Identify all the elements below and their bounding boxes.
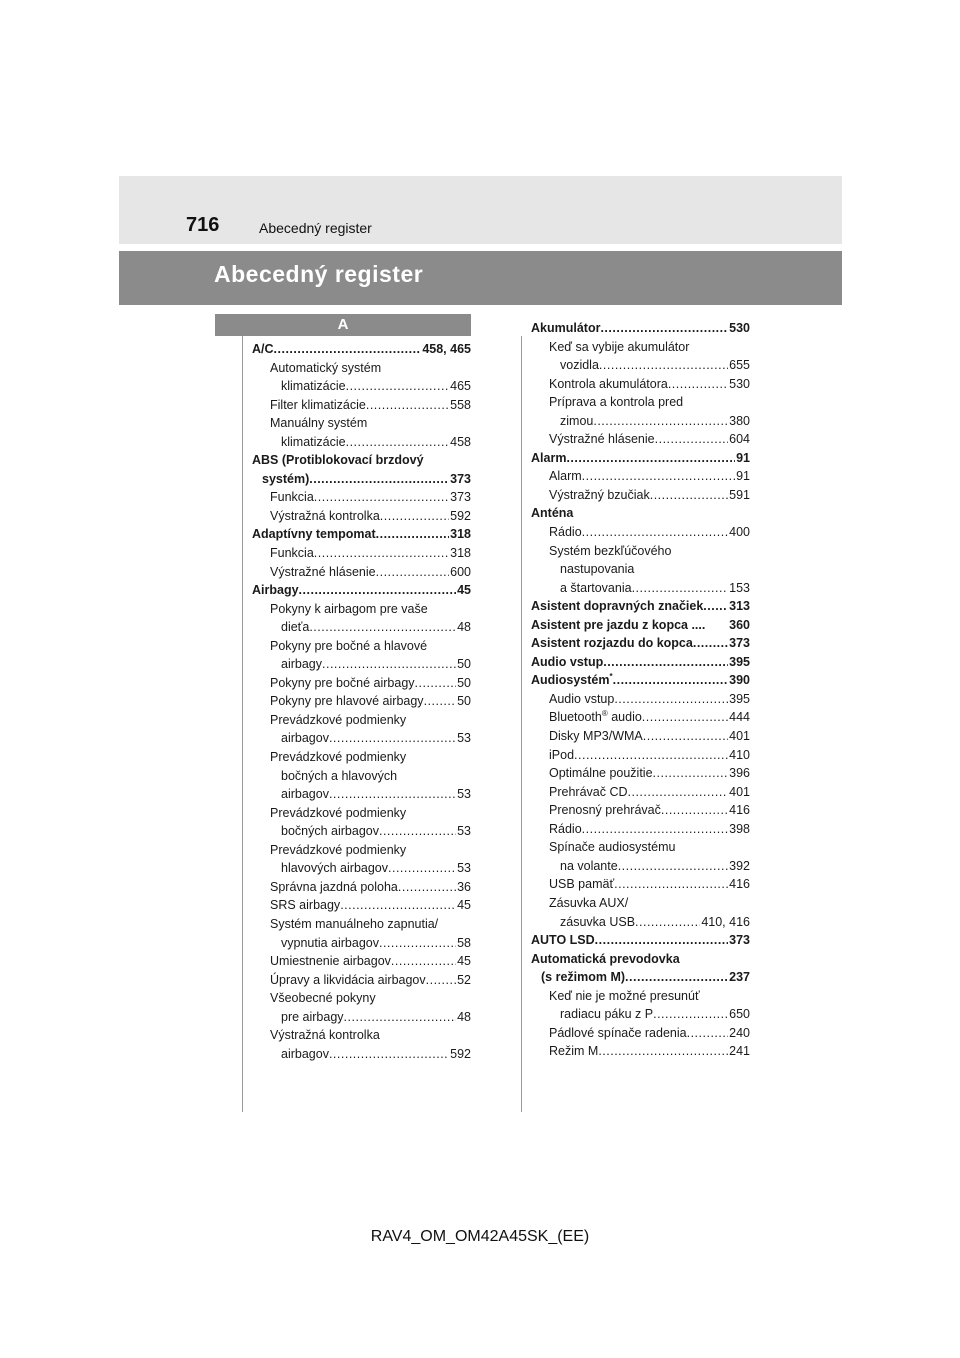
index-entry-page: 48 (457, 620, 471, 635)
index-entry (252, 915, 471, 934)
index-entry-term: nastupovania (560, 562, 635, 577)
index-entry (531, 597, 750, 616)
index-entry (252, 655, 471, 674)
index-entry-page: 592 (450, 508, 471, 523)
index-entry (531, 356, 750, 375)
dot-leader (628, 783, 729, 802)
index-entry (252, 451, 471, 470)
index-entry (531, 875, 750, 894)
dot-leader (618, 857, 728, 876)
dot-leader (309, 618, 456, 637)
index-entry (531, 1042, 750, 1061)
dot-leader (574, 746, 728, 765)
index-entry (531, 857, 750, 876)
index-entry-term: Bluetooth® audio (549, 709, 642, 725)
index-entry (531, 987, 750, 1006)
index-entry-term: Výstražná kontrolka (270, 1028, 380, 1043)
index-entry-term: vozidla (560, 358, 599, 373)
section-title: Abecedný register (214, 261, 424, 287)
dot-leader (329, 729, 456, 748)
dot-leader (415, 674, 457, 693)
index-entry (531, 430, 750, 449)
running-title: Abecedný register (259, 220, 372, 236)
index-entry (252, 989, 471, 1008)
dot-leader (566, 449, 735, 468)
index-entry (252, 507, 471, 526)
dot-leader (314, 488, 449, 507)
index-entry (531, 894, 750, 913)
index-entry (252, 581, 471, 600)
dot-leader (625, 968, 728, 987)
column-divider-middle (521, 336, 522, 1112)
index-entry-page: 410 (729, 747, 750, 762)
index-entry-term: Pádlové spínače radenia (549, 1025, 687, 1040)
dot-leader (379, 822, 456, 841)
index-entry (252, 822, 471, 841)
index-entry-term: Pokyny k airbagom pre vaše (270, 601, 428, 616)
index-entry-page: 458 (450, 434, 471, 449)
index-entry (252, 952, 471, 971)
index-entry-term: Alarm (549, 469, 582, 484)
index-entry-page: 318 (450, 527, 471, 542)
index-entry-term: A/C (252, 342, 274, 356)
column-divider-left (242, 336, 243, 1112)
index-entry (252, 340, 471, 359)
index-entry-page: 592 (450, 1046, 471, 1061)
index-entry-term: bočných airbagov (281, 824, 379, 839)
letter-heading: A (215, 314, 471, 336)
index-entry (252, 563, 471, 582)
index-entry-page: 58 (457, 935, 471, 950)
index-entry-term: Zásuvka AUX/ (549, 895, 629, 910)
index-entry-term: Rádio (549, 525, 582, 540)
index-entry-term: vypnutia airbagov (281, 935, 379, 950)
dot-leader (595, 931, 728, 950)
index-entry-term: Adaptívny tempomat (252, 527, 376, 542)
index-entry-term: airbagov (281, 731, 329, 746)
dot-leader (598, 1042, 728, 1061)
dot-leader (346, 377, 450, 396)
index-entry (252, 637, 471, 656)
superscript-mark: * (609, 672, 613, 682)
dot-leader (599, 356, 728, 375)
index-entry (531, 523, 750, 542)
index-entry-page: 465 (450, 379, 471, 394)
dot-leader (600, 319, 728, 338)
index-entry (531, 950, 750, 969)
index-entry-term: AUTO LSD (531, 933, 595, 948)
index-entry-term: iPod (549, 747, 575, 762)
dot-leader (398, 878, 456, 897)
index-entry-term: Prehrávač CD (549, 784, 628, 799)
index-entry-term: Prevádzkové podmienky (270, 805, 407, 820)
dot-leader (314, 544, 449, 563)
index-entry-term: bočných a hlavových (281, 768, 398, 783)
index-entry (531, 542, 750, 561)
index-entry-page: 395 (729, 691, 750, 706)
index-entry (252, 692, 471, 711)
dot-leader (274, 340, 422, 359)
index-entry (531, 486, 750, 505)
index-entry-page: 36 (457, 879, 471, 894)
index-entry-page: 53 (457, 787, 471, 802)
dot-leader (329, 785, 456, 804)
index-entry (531, 449, 750, 468)
index-entry-page: 91 (736, 450, 750, 465)
index-entry (531, 746, 750, 765)
index-entry-page: 410, 416 (701, 914, 750, 929)
index-entry-term: Disky MP3/WMA (549, 729, 643, 744)
index-entry-term: airbagov (281, 787, 329, 802)
index-entry-page: 52 (457, 972, 471, 987)
index-entry-page: 153 (729, 580, 750, 595)
index-entry-term: Pokyny pre hlavové airbagy (270, 694, 424, 709)
index-entry-term: a štartovania (560, 580, 632, 595)
index-entry-term: klimatizácie (281, 379, 346, 394)
index-entry (531, 579, 750, 598)
index-entry (531, 838, 750, 857)
dot-leader (635, 913, 700, 932)
index-entry (252, 618, 471, 637)
index-entry-term: Umiestnenie airbagov (270, 954, 391, 969)
index-entry (531, 467, 750, 486)
index-entry-term: Kontrola akumulátora (549, 376, 668, 391)
dot-leader (391, 952, 456, 971)
index-entry-page: 318 (450, 546, 471, 561)
index-entry-page: 91 (736, 469, 750, 484)
index-entry (252, 414, 471, 433)
index-entry-term: Keď nie je možné presunúť (549, 988, 700, 1003)
index-entry-page: 237 (729, 970, 750, 985)
page-number: 716 (186, 214, 220, 236)
dot-leader (582, 523, 728, 542)
index-entry-page: 373 (450, 471, 471, 486)
index-entry (252, 859, 471, 878)
index-entry-page: 604 (729, 432, 750, 447)
dot-leader (655, 430, 729, 449)
index-entry-page: 380 (729, 413, 750, 428)
index-entry-page: 655 (729, 358, 750, 373)
dot-leader (346, 433, 450, 452)
index-entry-page: 591 (729, 487, 750, 502)
index-entry-term: systém) (262, 471, 310, 486)
index-entry-term: Manuálny systém (270, 416, 368, 431)
index-entry (531, 820, 750, 839)
index-entry-term: Audio vstup (531, 654, 604, 669)
index-entry-term: Správna jazdná poloha (270, 879, 398, 894)
index-entry (531, 504, 750, 523)
index-entry-page: 50 (457, 675, 471, 690)
index-entry (252, 841, 471, 860)
index-entry (531, 764, 750, 783)
index-entry (531, 319, 750, 338)
index-entry-page: 45 (457, 898, 471, 913)
index-entry-page: 241 (729, 1044, 750, 1059)
index-entry-term: radiacu páku z P (560, 1007, 654, 1022)
superscript-mark: ® (601, 709, 608, 719)
index-entry-term: airbagy (281, 657, 322, 672)
dot-leader (426, 971, 456, 990)
index-entry (531, 634, 750, 653)
index-entry-page: 401 (729, 784, 750, 799)
index-entry-page: 650 (729, 1007, 750, 1022)
index-entry-term: Výstražné hlásenie (270, 564, 376, 579)
dot-leader (322, 655, 456, 674)
index-entry-term: Rádio (549, 821, 582, 836)
index-entry (531, 560, 750, 579)
index-entry-term: zásuvka USB (560, 914, 636, 929)
index-entry-term: Pokyny pre bočné a hlavové (270, 638, 428, 653)
dot-leader (299, 581, 457, 600)
index-entry (531, 708, 750, 727)
index-entry-term: Prevádzkové podmienky (270, 750, 407, 765)
dot-leader (376, 525, 450, 544)
index-entry-page: 50 (457, 694, 471, 709)
index-entry-term: Všeobecné pokyny (270, 991, 376, 1006)
index-entry (252, 1026, 471, 1045)
dot-leader (366, 396, 449, 415)
index-entry-term: Prevádzkové podmienky (270, 712, 407, 727)
dot-leader (593, 412, 728, 431)
index-entry-page: 398 (729, 821, 750, 836)
index-entry-page: 53 (457, 861, 471, 876)
dot-leader (379, 934, 456, 953)
index-entry-page: 53 (457, 824, 471, 839)
index-entry (252, 1008, 471, 1027)
index-entry-term: Funkcia (270, 490, 314, 505)
index-entry (252, 804, 471, 823)
header-band (119, 176, 842, 244)
dot-leader (653, 1005, 728, 1024)
dot-leader (582, 467, 735, 486)
index-entry-term: Optimálne použitie (549, 766, 653, 781)
index-entry (252, 488, 471, 507)
index-entry-page: 45 (457, 583, 471, 598)
index-entry-page: 373 (729, 636, 750, 651)
dot-leader (424, 692, 457, 711)
index-entry (531, 690, 750, 709)
index-entry (252, 748, 471, 767)
dot-leader (632, 579, 729, 598)
index-entry-term: dieťa (281, 620, 310, 635)
index-entry-term: zimou (560, 413, 594, 428)
index-entry-page: 444 (729, 710, 750, 725)
dot-leader (582, 820, 728, 839)
index-entry-page: 48 (457, 1009, 471, 1024)
index-entry-term: Anténa (531, 506, 574, 521)
index-entry (531, 931, 750, 950)
index-entry-page: 416 (729, 877, 750, 892)
index-entry-page: 400 (729, 525, 750, 540)
index-entry-term: hlavových airbagov (281, 861, 389, 876)
index-entry-term: Úpravy a likvidácia airbagov (270, 972, 426, 987)
index-entry-page: 45 (457, 954, 471, 969)
dot-leader (642, 708, 728, 727)
index-entry-term: Automatická prevodovka (531, 951, 680, 966)
index-entry-term: na volante (560, 858, 618, 873)
index-entry-page: 396 (729, 766, 750, 781)
index-entry-page: 395 (729, 654, 750, 669)
index-entry-term: Asistent pre jazdu z kopca .... (531, 617, 706, 632)
index-entry-page: 53 (457, 731, 471, 746)
index-entry (531, 727, 750, 746)
index-entry-term: SRS airbagy (270, 898, 341, 913)
index-entry-term: Prenosný prehrávač (549, 803, 661, 818)
index-entry-term: (s režimom M) (541, 970, 626, 985)
index-entry (252, 600, 471, 619)
dot-leader (329, 1045, 449, 1064)
index-entry (252, 470, 471, 489)
index-entry-term: ABS (Protiblokovací brzdový (252, 453, 424, 468)
index-entry-term: USB pamäť (549, 877, 615, 892)
index-entry (531, 393, 750, 412)
index-entry (531, 671, 750, 690)
index-entry (531, 801, 750, 820)
index-entry-page: 530 (729, 321, 750, 335)
index-entry (531, 338, 750, 357)
dot-leader (614, 875, 728, 894)
index-entry (531, 375, 750, 394)
dot-leader (340, 896, 456, 915)
index-entry (252, 1045, 471, 1064)
index-entry-term: Audiosystém* (531, 672, 613, 688)
index-entry (252, 767, 471, 786)
index-entry-page: 360 (729, 617, 750, 632)
dot-leader (309, 470, 449, 489)
index-entry-page: 392 (729, 858, 750, 873)
dot-leader (687, 1024, 729, 1043)
index-entry-page: 416 (729, 803, 750, 818)
index-entry (531, 968, 750, 987)
dot-leader (693, 634, 728, 653)
index-entry-page: 530 (729, 376, 750, 391)
index-entry-term: Filter klimatizácie (270, 397, 366, 412)
index-entry-term: Asistent rozjazdu do kopca (531, 636, 693, 651)
section-title-bar (119, 251, 842, 305)
index-entry (252, 433, 471, 452)
index-entry-page: 458, 465 (422, 342, 471, 356)
index-entry (252, 396, 471, 415)
dot-leader (344, 1008, 457, 1027)
index-entry-term: Airbagy (252, 583, 299, 598)
index-entry (252, 544, 471, 563)
dot-leader (603, 653, 728, 672)
index-entry-term: Príprava a kontrola pred (549, 395, 684, 410)
index-entry-page: 401 (729, 729, 750, 744)
index-entry (531, 1005, 750, 1024)
index-entry (252, 359, 471, 378)
dot-leader (650, 486, 728, 505)
index-entry (252, 785, 471, 804)
index-entry-page: 50 (457, 657, 471, 672)
index-entry (531, 412, 750, 431)
document-code: RAV4_OM_OM42A45SK_(EE) (370, 1228, 590, 1245)
dot-leader (376, 563, 450, 582)
index-entry-page: 373 (729, 933, 750, 948)
index-entry-term: Systém manuálneho zapnutia/ (270, 916, 439, 931)
index-column-1 (252, 340, 471, 1063)
dot-leader (703, 597, 728, 616)
index-entry-term: Funkcia (270, 546, 314, 561)
index-column-2 (531, 319, 750, 1061)
index-entry (252, 711, 471, 730)
index-entry-term: airbagov (281, 1046, 329, 1061)
index-entry-page: 390 (729, 673, 750, 688)
index-entry (531, 783, 750, 802)
index-entry-term: pre airbagy (281, 1009, 344, 1024)
index-entry (252, 674, 471, 693)
index-entry (252, 934, 471, 953)
index-entry (531, 1024, 750, 1043)
index-entry-page: 313 (729, 599, 750, 614)
index-entry-term: Pokyny pre bočné airbagy (270, 675, 415, 690)
dot-leader (643, 727, 728, 746)
index-entry (252, 896, 471, 915)
dot-leader (613, 671, 729, 690)
index-entry-term: Audio vstup (549, 691, 615, 706)
index-entry-term: Výstražné hlásenie (549, 432, 655, 447)
index-entry-page: 600 (450, 564, 471, 579)
index-entry-term: Spínače audiosystému (549, 840, 676, 855)
index-entry-term: Automatický systém (270, 360, 382, 375)
dot-leader (614, 690, 728, 709)
index-entry-term: Akumulátor (531, 321, 601, 335)
index-entry (252, 971, 471, 990)
dot-leader (661, 801, 728, 820)
index-entry-page: 558 (450, 397, 471, 412)
index-entry-term: Systém bezkľúčového (549, 543, 672, 558)
index-entry (252, 729, 471, 748)
index-entry-page: 240 (729, 1025, 750, 1040)
index-entry-term: Alarm (531, 450, 567, 465)
index-entry (252, 878, 471, 897)
index-entry-page: 373 (450, 490, 471, 505)
index-entry-term: Prevádzkové podmienky (270, 842, 407, 857)
index-entry-term: Výstražný bzučiak (549, 487, 650, 502)
index-entry-term: Keď sa vybije akumulátor (549, 339, 690, 354)
index-entry-term: Režim M (549, 1044, 599, 1059)
dot-leader (380, 507, 449, 526)
index-entry (252, 377, 471, 396)
dot-leader (653, 764, 729, 783)
index-entry (531, 653, 750, 672)
index-entry-term: klimatizácie (281, 434, 346, 449)
index-entry (531, 616, 750, 635)
index-entry-term: Výstražná kontrolka (270, 508, 380, 523)
index-entry (252, 525, 471, 544)
index-entry-term: Asistent dopravných značiek (531, 599, 704, 614)
dot-leader (668, 375, 728, 394)
index-entry (531, 913, 750, 932)
dot-leader (388, 859, 456, 878)
